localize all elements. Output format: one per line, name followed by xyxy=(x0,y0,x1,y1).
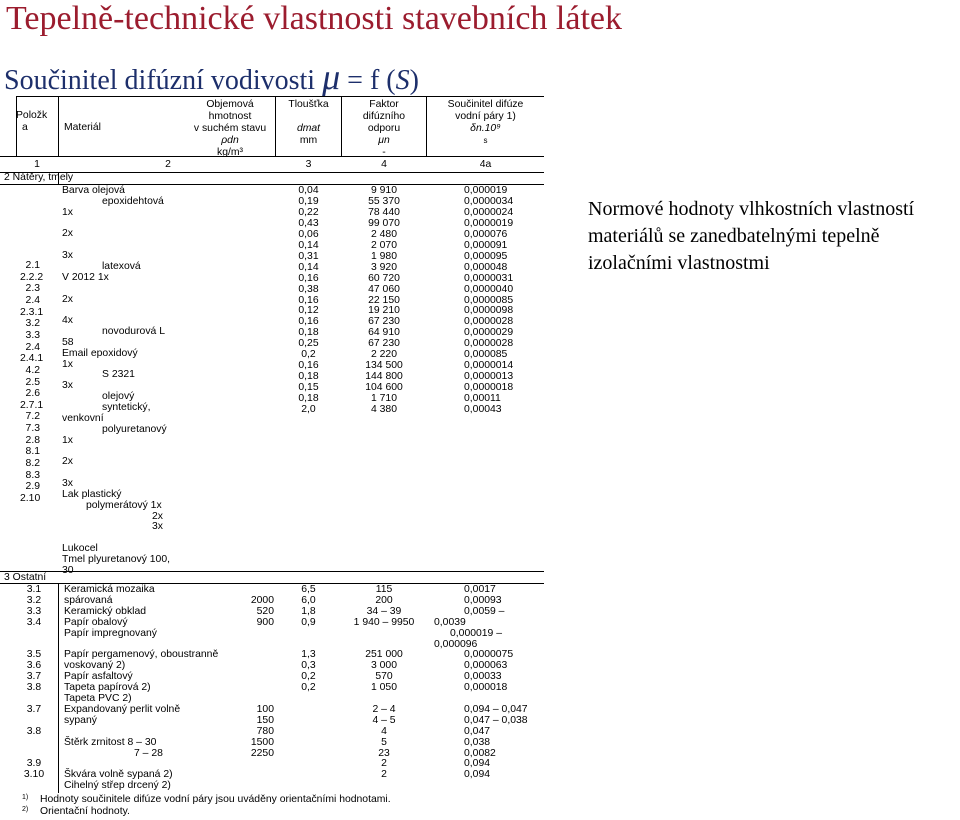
item-number: 2.4 xyxy=(25,294,40,306)
factor-value: 251 000 xyxy=(365,649,403,661)
factor-value: 99 070 xyxy=(368,217,400,229)
factor-value: 3 000 xyxy=(370,660,397,672)
thickness-value: 1,8 xyxy=(301,605,316,617)
thickness-value: 0,2 xyxy=(301,682,316,694)
header-faktor-line3: odporu xyxy=(367,123,401,134)
material-name: Lak plastický xyxy=(62,488,122,500)
delta-value: 0,0039 xyxy=(434,616,466,628)
material-name: 3x xyxy=(152,521,163,533)
delta-value: 0,000085 xyxy=(464,349,508,361)
factor-value: 2 220 xyxy=(370,349,397,361)
delta-value: 0,0000024 xyxy=(464,206,514,218)
item-number: 7.3 xyxy=(25,423,40,435)
density-value: 1500 xyxy=(250,736,274,748)
header-faktor-symbol: μn xyxy=(378,135,390,146)
thickness-value: 0,18 xyxy=(298,327,319,339)
material-name: Tapeta PVC 2) xyxy=(64,693,132,704)
thickness-value: 0,18 xyxy=(298,371,319,383)
material-name: novodurová L xyxy=(102,326,165,338)
material-name: voskovaný 2) xyxy=(64,660,126,672)
item-number: 2.6 xyxy=(25,388,40,400)
material-name: 1x xyxy=(62,206,73,218)
material-name: Škvára volně sypaná 2) xyxy=(64,769,173,781)
delta-value: 0,0000018 xyxy=(464,382,514,394)
delta-value: 0,000018 xyxy=(464,682,508,694)
factor-value: 104 600 xyxy=(365,382,403,394)
delta-value: 0,0000028 xyxy=(464,316,514,328)
delta-value: 0,000095 xyxy=(464,250,508,262)
material-name: Lukocel xyxy=(62,543,98,555)
header-objem-line3: v suchém stavu xyxy=(193,123,267,134)
header-soucinitel-unit: s xyxy=(483,136,488,145)
footnote-mark-2: 2) xyxy=(22,806,29,813)
factor-value: 1 980 xyxy=(370,250,397,262)
material-name: 1x xyxy=(62,358,73,370)
item-number: 2.2.2 xyxy=(20,271,44,283)
thickness-value: 0,2 xyxy=(301,349,316,361)
header-objem-line2: hmotnost xyxy=(208,111,252,122)
header-polozka-line2: a xyxy=(22,122,28,133)
density-value: 2250 xyxy=(250,747,274,759)
header-material: Materiál xyxy=(64,122,101,133)
delta-value: 0,038 xyxy=(464,736,491,748)
density-value: 780 xyxy=(256,725,274,737)
material-name: 2x xyxy=(62,228,73,240)
delta-value: 0,0082 xyxy=(464,747,496,759)
item-number: 2.1 xyxy=(25,260,40,271)
header-tloustka-unit: mm xyxy=(299,135,318,146)
factor-value: 4 xyxy=(381,725,387,737)
factor-value: 4 380 xyxy=(370,404,397,415)
page-subtitle xyxy=(4,56,419,98)
density-value: 900 xyxy=(256,616,274,628)
material-name: 2x xyxy=(152,510,163,522)
delta-value: 0,094 – 0,047 xyxy=(464,703,528,715)
thickness-value: 0,22 xyxy=(298,206,319,218)
material-name: 7 – 28 xyxy=(134,747,163,759)
item-number: 3.8 xyxy=(26,682,42,694)
s-symbol: S xyxy=(395,65,410,96)
factor-value: 55 370 xyxy=(368,195,400,207)
material-name: Tmel plyuretanový 100, xyxy=(62,553,171,565)
material-name: Email epoxidový xyxy=(62,347,138,359)
footnote-text-1: Hodnoty součinitele difúze vodní páry jsou uváděny orientačními hodnotami. xyxy=(40,794,391,805)
factor-value: 2 070 xyxy=(370,239,397,251)
thickness-value: 0,38 xyxy=(298,283,319,295)
item-number: 4.2 xyxy=(25,364,40,376)
material-name: S 2321 xyxy=(102,369,135,381)
material-name: Papír impregnovaný xyxy=(64,627,157,639)
item-number: 2.8 xyxy=(25,434,40,446)
material-name: 3x xyxy=(62,477,73,489)
delta-value: 0,0000019 xyxy=(464,217,514,229)
side-note: Normové hodnoty vlhkostních vlastností materiálů se zanedbatelnými tepelně izolačními vlastnostmi xyxy=(588,198,915,274)
item-number: 3.7 xyxy=(26,703,42,715)
thickness-value: 0,2 xyxy=(301,671,316,683)
item-number: 8.2 xyxy=(25,458,40,470)
factor-value: 23 xyxy=(378,747,390,759)
header-polozka xyxy=(16,110,58,134)
thickness-value: 0,14 xyxy=(298,239,319,251)
material-name: syntetický, xyxy=(102,402,151,413)
factor-value: 2 – 4 xyxy=(372,703,396,715)
item-number: 2.3.1 xyxy=(20,306,44,318)
colnum-4: 4 xyxy=(381,159,387,170)
thickness-value: 0,3 xyxy=(301,660,316,672)
material-name: polymerátový 1x xyxy=(86,499,162,511)
factor-value: 134 500 xyxy=(365,360,403,372)
thickness-value: 0,9 xyxy=(301,616,316,628)
material-name: spárovaná xyxy=(64,594,113,606)
delta-value: 0,000063 xyxy=(464,660,508,672)
material-name: 2x xyxy=(62,293,73,305)
thickness-value: 6,5 xyxy=(301,584,316,595)
colnum-3: 3 xyxy=(305,159,312,170)
thickness-value: 0,31 xyxy=(298,250,319,262)
material-name: 58 xyxy=(62,336,74,348)
page-title: Tepelně-technické vlastnosti stavebních látek xyxy=(6,0,623,37)
density-value: 150 xyxy=(256,714,274,726)
header-tloustka xyxy=(276,99,341,147)
factor-value: 19 210 xyxy=(368,305,400,317)
item-number: 3.3 xyxy=(25,329,40,341)
footnote-mark-1: 1) xyxy=(22,794,29,801)
delta-value: 0,0000031 xyxy=(464,272,514,284)
factor-value: 5 xyxy=(381,736,387,748)
item-number: 3.2 xyxy=(25,318,40,330)
delta-value: 0,000076 xyxy=(464,228,508,240)
factor-value: 78 440 xyxy=(368,206,400,218)
thickness-value: 0,06 xyxy=(298,228,319,240)
thickness-value: 0,16 xyxy=(298,316,319,328)
material-name: Tapeta papírová 2) xyxy=(64,682,151,694)
factor-value: 67 230 xyxy=(368,338,400,350)
item-number: 8.3 xyxy=(25,469,40,481)
density-value: 2000 xyxy=(250,594,274,606)
material-name: V 2012 1x xyxy=(62,271,109,283)
thickness-value: 0,04 xyxy=(298,185,319,196)
delta-value: 0,0000028 xyxy=(464,338,514,350)
material-name: 1x xyxy=(62,434,73,446)
factor-value: 144 800 xyxy=(365,371,403,383)
diffusion-table xyxy=(0,96,544,820)
factor-value: 47 060 xyxy=(368,283,400,295)
header-tloustka-symbol: dmat xyxy=(296,123,321,134)
material-name: Keramická mozaika xyxy=(64,584,155,595)
factor-value: 2 480 xyxy=(370,228,397,240)
delta-value: 0,000096 xyxy=(434,638,478,650)
section-3-title: 3 Ostatní xyxy=(4,572,47,583)
material-name: 3x xyxy=(62,250,73,262)
material-name: sypaný xyxy=(64,714,97,726)
delta-value: 0,0000029 xyxy=(464,327,514,339)
material-name: 4x xyxy=(62,315,73,327)
header-faktor-unit: - xyxy=(382,147,386,158)
material-name: 2x xyxy=(62,456,73,468)
item-number: 2.5 xyxy=(25,376,40,388)
delta-value: 0,0000040 xyxy=(464,283,514,295)
colnum-2: 2 xyxy=(165,159,171,170)
item-number: 2.4 xyxy=(25,341,40,353)
material-name: Papír asfaltový xyxy=(64,671,133,683)
factor-value: 22 150 xyxy=(368,294,400,306)
header-soucinitel-symbol: δn.10⁹ xyxy=(470,123,501,134)
factor-value: 570 xyxy=(375,671,393,683)
factor-value: 4 – 5 xyxy=(372,714,396,726)
colnum-1: 1 xyxy=(34,159,40,170)
header-soucinitel xyxy=(427,99,544,147)
factor-value: 2 xyxy=(381,769,387,781)
delta-value: 0,047 xyxy=(464,725,491,737)
table-top-border xyxy=(16,96,544,97)
delta-value: 0,000048 xyxy=(464,261,508,273)
material-name: Keramický obklad xyxy=(64,605,147,617)
material-name: 3x xyxy=(62,380,73,392)
delta-value: 0,00093 xyxy=(464,594,502,606)
header-soucinitel-line2: vodní páry 1) xyxy=(455,111,516,122)
subtitle-equals: = f ( xyxy=(340,65,396,96)
factor-value: 200 xyxy=(375,594,393,606)
material-name: olejový xyxy=(102,391,135,403)
delta-value: 0,094 xyxy=(464,758,491,770)
thickness-value: 0,16 xyxy=(298,294,319,306)
header-faktor-line2: difúzního xyxy=(362,111,406,122)
section-2-title: 2 Nátěry, tmely xyxy=(4,172,74,183)
delta-value: 0,0000098 xyxy=(464,305,514,317)
thickness-value: 0,43 xyxy=(298,217,319,229)
thickness-value: 0,16 xyxy=(298,360,319,372)
thickness-value: 0,25 xyxy=(298,338,319,350)
subtitle-close: ) xyxy=(409,65,419,96)
thickness-value: 1,3 xyxy=(301,649,316,661)
thickness-value: 0,12 xyxy=(298,305,319,317)
density-value: 100 xyxy=(256,703,274,715)
delta-value: 0,000091 xyxy=(464,239,508,251)
item-number: 3.5 xyxy=(26,649,42,661)
factor-value: 2 xyxy=(381,758,387,770)
item-number: 3.4 xyxy=(26,616,42,628)
delta-value: 0,0000013 xyxy=(464,371,514,383)
delta-value: 0,0059 – xyxy=(464,605,505,617)
header-soucinitel-line1: Součinitel difúze xyxy=(447,99,524,110)
thickness-value: 0,19 xyxy=(298,195,319,207)
material-name: latexová xyxy=(102,260,141,272)
header-objem xyxy=(180,99,280,159)
colnum-bottom-line xyxy=(0,172,544,173)
material-name: Cihelný střep drcený 2) xyxy=(64,780,171,792)
delta-value: 0,0000075 xyxy=(464,649,514,661)
factor-value: 34 – 39 xyxy=(366,605,402,617)
item-number: 2.7.1 xyxy=(20,399,44,411)
header-faktor-line1: Faktor xyxy=(369,99,399,110)
subtitle-text: Součinitel difúzní vodivosti xyxy=(4,65,316,96)
item-number: 3.3 xyxy=(26,605,42,617)
mu-symbol: μ xyxy=(322,57,341,97)
delta-value: 0,047 – 0,038 xyxy=(464,714,528,726)
item-number: 8.1 xyxy=(25,446,40,458)
colnum-4a: 4a xyxy=(479,159,492,170)
factor-value: 64 910 xyxy=(368,327,400,339)
factor-value: 3 920 xyxy=(370,261,397,273)
item-number: 3.8 xyxy=(26,725,42,737)
delta-value: 0,0000034 xyxy=(464,195,514,207)
item-number: 3.2 xyxy=(26,594,42,606)
material-name: Papír pergamenový, oboustranně xyxy=(64,649,219,661)
factor-value: 1 710 xyxy=(370,393,397,405)
material-name: 30 xyxy=(62,564,74,576)
item-number: 3.9 xyxy=(26,758,42,770)
section3-top-line xyxy=(0,571,544,572)
header-objem-unit: kg/m³ xyxy=(217,147,243,158)
factor-value: 1 940 – 9950 xyxy=(353,616,415,628)
density-value: 520 xyxy=(256,605,274,617)
thickness-value: 0,15 xyxy=(298,382,319,394)
header-polozka-line1: Položk xyxy=(16,110,48,121)
material-name: Štěrk zrnitost 8 – 30 xyxy=(64,736,157,748)
section3-item-divider xyxy=(58,583,59,793)
header-tloustka-line1: Tloušťka xyxy=(288,99,329,110)
item-number: 2.4.1 xyxy=(20,353,44,365)
material-name: polyuretanový xyxy=(102,423,167,435)
item-number: 3.10 xyxy=(23,769,45,781)
item-number: 2.9 xyxy=(25,481,40,493)
col-divider-material xyxy=(58,96,59,156)
factor-value: 115 xyxy=(375,584,393,595)
item-number: 2.10 xyxy=(20,493,41,504)
item-number: 3.6 xyxy=(26,660,42,672)
delta-value: 0,00043 xyxy=(464,404,502,415)
thickness-value: 6,0 xyxy=(301,594,316,606)
delta-value: 0,0000085 xyxy=(464,294,514,306)
delta-value: 0,00033 xyxy=(464,671,502,683)
material-name: Expandovaný perlit volně xyxy=(64,703,181,715)
item-number: 3.1 xyxy=(26,584,42,595)
factor-value: 1 050 xyxy=(370,682,397,694)
delta-value: 0,00011 xyxy=(464,393,501,405)
header-faktor xyxy=(342,99,426,159)
thickness-value: 2,0 xyxy=(301,404,316,415)
header-objem-symbol: ρdn xyxy=(221,135,239,146)
delta-value: 0,0017 xyxy=(464,584,496,595)
material-name: Barva olejová xyxy=(62,185,125,196)
factor-value: 67 230 xyxy=(368,316,400,328)
item-number: 7.2 xyxy=(25,411,40,423)
material-name: epoxidehtová xyxy=(102,195,164,207)
header-objem-line1: Objemová xyxy=(206,99,254,110)
thickness-value: 0,16 xyxy=(298,272,319,284)
footnote-text-2: Orientační hodnoty. xyxy=(40,806,130,817)
factor-value: 60 720 xyxy=(368,272,400,284)
delta-value: 0,000019 – xyxy=(450,627,503,639)
thickness-value: 0,18 xyxy=(298,393,319,405)
delta-value: 0,000019 xyxy=(464,185,508,196)
delta-value: 0,094 xyxy=(464,769,491,781)
material-name: venkovní xyxy=(62,412,104,424)
thickness-value: 0,14 xyxy=(298,261,319,273)
item-number: 3.7 xyxy=(26,671,42,683)
delta-value: 0,0000014 xyxy=(464,360,514,372)
item-number: 2.3 xyxy=(25,283,40,295)
material-name: Papír obalový xyxy=(64,616,128,628)
factor-value: 9 910 xyxy=(370,185,397,196)
